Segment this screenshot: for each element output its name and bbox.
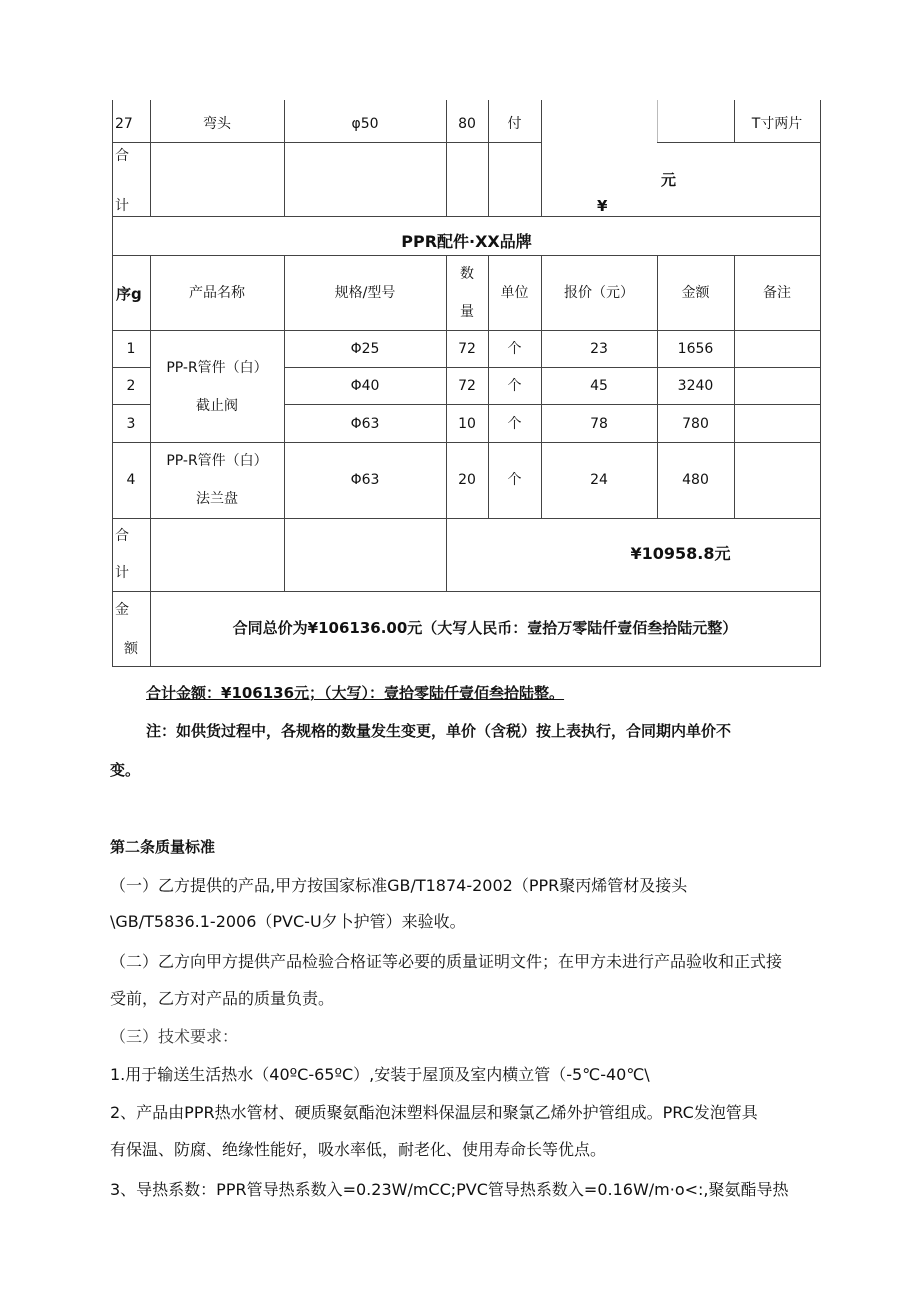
header-unit: 单位	[500, 285, 529, 301]
subtotal2-label-bottom: 计	[115, 565, 129, 581]
header-price: 报价（元）	[564, 285, 634, 301]
header-amount: 金额	[681, 285, 710, 301]
subtotal2-value: ¥10958.8元	[630, 544, 731, 563]
note-line-2: 变。	[110, 761, 141, 779]
subtotal2-label-top: 合	[115, 528, 129, 544]
header-qty-top: 数	[460, 266, 474, 282]
subtotal1-label-bottom: 计	[115, 198, 129, 214]
group2-name-line1: PP-R管件（白）	[166, 453, 268, 469]
paragraph-3-title: （三）技术要求：	[110, 1027, 239, 1046]
row27-qty: 80	[458, 116, 476, 132]
paragraph-tech-1: 1.用于输送生活热水（40ºC-65ºC）,安装于屋顶及室内横立管（-5℃-40℃\	[110, 1065, 650, 1084]
header-note: 备注	[763, 285, 791, 301]
paragraph-tech-2-cont: 有保温、防腐、绝缘性能好，吸水率低，耐老化、使用寿命长等优点。	[110, 1140, 607, 1159]
row27-spec: φ50	[351, 116, 379, 132]
header-qty-bottom: 量	[460, 304, 474, 320]
table-border-bottom	[112, 666, 821, 667]
subtotal1-unit: 元	[661, 171, 677, 189]
header-no: 序g	[116, 285, 142, 303]
row27-no: 27	[115, 116, 133, 132]
header-name: 产品名称	[189, 285, 245, 301]
group1-name-line1: PP-R管件（白）	[166, 360, 268, 376]
article-title: 第二条质量标准	[110, 838, 216, 856]
section-title: PPR配件·XX品牌	[401, 232, 532, 251]
paragraph-tech-3: 3、导热系数：PPR管导热系数入=0.23W/mCC;PVC管导热系数入=0.16W/m·o<:,聚氨酯导热	[110, 1180, 789, 1199]
paragraph-1-cont: \GB/T5836.1-2006（PVC-U夕卜护管）来验收。	[110, 912, 466, 931]
paragraph-2-cont: 受前，乙方对产品的质量负责。	[110, 989, 335, 1008]
row27-note: T寸两片	[751, 116, 803, 132]
note-line-1: 注：如供货过程中，各规格的数量发生变更，单价（含税）按上表执行，合同期内单价不	[146, 722, 732, 740]
paragraph-tech-2: 2、产品由PPR热水管材、硬质聚氨酯泡沫塑料保温层和聚氯乙烯外护管组成。PRC发泡管具	[110, 1103, 758, 1122]
subtotal1-symbol: ¥	[597, 197, 608, 215]
header-spec: 规格/型号	[334, 285, 396, 301]
row27-name: 弯头	[203, 116, 231, 132]
table-border-right	[820, 100, 821, 666]
group1-name-line2: 截止阀	[196, 398, 238, 414]
total-label-bottom: 额	[124, 641, 138, 657]
row27-unit: 付	[507, 116, 522, 132]
subtotal1-label-top: 合	[115, 148, 129, 164]
paragraph-1: （一）乙方提供的产品,甲方按国家标准GB/T1874-2002（PPR聚丙烯管材及接头	[110, 876, 688, 895]
summary-line: 合计金额：¥106136元；（大写）：壹拾零陆仟壹佰叁拾陆整。	[146, 684, 565, 702]
paragraph-2: （二）乙方向甲方提供产品检验合格证等必要的质量证明文件；在甲方未进行产品验收和正式接	[110, 952, 783, 971]
group2-name-line2: 法兰盘	[196, 491, 238, 507]
total-text: 合同总价为¥106136.00元（大写人民币：壹拾万零陆仟壹佰叁拾陆元整）	[232, 619, 738, 637]
total-label-top: 金	[115, 602, 129, 618]
